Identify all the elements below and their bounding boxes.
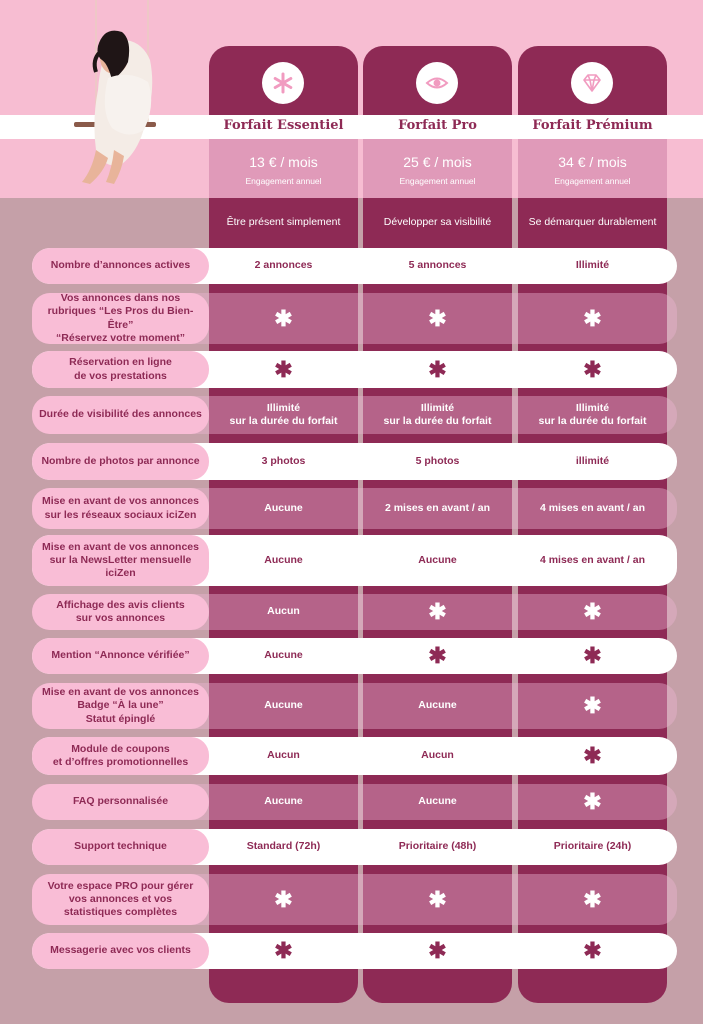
plan-price: 13 € / mois xyxy=(249,154,318,170)
feature-value: Aucune xyxy=(418,699,457,712)
feature-label: Mention “Annonce vérifiée” xyxy=(32,638,209,674)
feature-value: 5 photos xyxy=(415,454,460,467)
asterisk-icon xyxy=(518,737,667,775)
feature-value: Illimité sur la durée du forfait xyxy=(383,401,492,427)
included-value: ✱ xyxy=(583,743,602,768)
feature-label: Durée de visibilité des annonces xyxy=(32,396,209,434)
feature-value: Prioritaire (24h) xyxy=(553,840,632,853)
plan-price: 34 € / mois xyxy=(558,154,627,170)
feature-value: Illimité xyxy=(575,259,610,272)
plan-tagline: Se démarquer durablement xyxy=(528,216,657,228)
asterisk-icon xyxy=(363,933,512,969)
plan-engagement: Engagement annuel xyxy=(245,176,322,186)
feature-value: Prioritaire (48h) xyxy=(398,840,477,853)
asterisk-icon xyxy=(363,594,512,630)
feature-value: 5 annonces xyxy=(408,259,467,272)
feature-label: Mise en avant de vos annonces sur la NewsLetter mensuelle iciZen xyxy=(32,535,209,586)
included-value: ✱ xyxy=(583,886,602,912)
included-value: ✱ xyxy=(583,599,602,624)
diamond-icon xyxy=(571,62,613,104)
plan-tagline: Développer sa visibilité xyxy=(383,216,492,228)
feature-value: Aucune xyxy=(264,795,303,808)
plan-name: Forfait Pro xyxy=(398,118,477,133)
asterisk-icon xyxy=(518,874,667,925)
feature-value: 2 annonces xyxy=(254,259,313,272)
asterisk-icon xyxy=(518,351,667,388)
feature-value: illimité xyxy=(575,454,610,467)
feature-value: Aucun xyxy=(267,605,300,618)
plan-name: Forfait Essentiel xyxy=(223,118,344,133)
included-value: ✱ xyxy=(583,938,602,963)
asterisk-icon xyxy=(518,784,667,820)
feature-label: Nombre de photos par annonce xyxy=(32,443,209,480)
asterisk-icon xyxy=(363,351,512,388)
asterisk-icon xyxy=(209,933,358,969)
asterisk-icon xyxy=(518,293,667,344)
included-value: ✱ xyxy=(428,938,447,963)
plan-price: 25 € / mois xyxy=(403,154,472,170)
feature-label: FAQ personnalisée xyxy=(32,784,209,820)
feature-value: Standard (72h) xyxy=(246,840,321,853)
included-value: ✱ xyxy=(274,938,293,963)
feature-label: Votre espace PRO pour gérer vos annonces et vos statistiques complètes xyxy=(32,874,209,925)
feature-value: 4 mises en avant / an xyxy=(539,501,646,514)
feature-value: 4 mises en avant / an xyxy=(539,553,646,566)
asterisk-icon xyxy=(209,874,358,925)
feature-value: Aucune xyxy=(264,501,303,514)
feature-label: Affichage des avis clients sur vos annonces xyxy=(32,594,209,630)
feature-label: Messagerie avec vos clients xyxy=(32,933,209,969)
feature-label: Réservation en ligne de vos prestations xyxy=(32,351,209,388)
included-value: ✱ xyxy=(583,643,602,668)
feature-value: Aucune xyxy=(418,795,457,808)
included-value: ✱ xyxy=(583,305,602,331)
feature-value: Illimité sur la durée du forfait xyxy=(538,401,647,427)
included-value: ✱ xyxy=(274,356,293,382)
feature-value: 2 mises en avant / an xyxy=(384,501,491,514)
included-value: ✱ xyxy=(583,789,602,814)
asterisk-icon xyxy=(518,594,667,630)
feature-label: Vos annonces dans nos rubriques “Les Pros du Bien-Être” “Réservez votre moment” xyxy=(32,293,209,344)
asterisk-icon xyxy=(518,638,667,674)
feature-label: Module de coupons et d’offres promotionnelles xyxy=(32,737,209,775)
asterisk-icon xyxy=(262,62,304,104)
included-value: ✱ xyxy=(428,305,447,331)
feature-label: Support technique xyxy=(32,829,209,865)
included-value: ✱ xyxy=(274,886,293,912)
plan-engagement: Engagement annuel xyxy=(399,176,476,186)
asterisk-icon xyxy=(209,351,358,388)
feature-value: Aucune xyxy=(264,553,303,566)
feature-value: Aucun xyxy=(267,749,300,762)
asterisk-icon xyxy=(209,293,358,344)
feature-value: Aucun xyxy=(421,749,454,762)
asterisk-icon xyxy=(363,293,512,344)
feature-label: Nombre d’annonces actives xyxy=(32,248,209,284)
included-value: ✱ xyxy=(428,599,447,624)
included-value: ✱ xyxy=(274,305,293,331)
feature-value: 3 photos xyxy=(261,454,306,467)
feature-value: Aucune xyxy=(418,553,457,566)
asterisk-icon xyxy=(518,933,667,969)
asterisk-icon xyxy=(363,638,512,674)
feature-value: Illimité sur la durée du forfait xyxy=(229,401,338,427)
included-value: ✱ xyxy=(428,643,447,668)
eye-icon xyxy=(416,62,458,104)
feature-label: Mise en avant de vos annonces sur les réseaux sociaux iciZen xyxy=(32,488,209,529)
feature-value: Aucune xyxy=(264,649,303,662)
asterisk-icon xyxy=(518,683,667,729)
included-value: ✱ xyxy=(428,356,447,382)
included-value: ✱ xyxy=(583,693,602,718)
plan-engagement: Engagement annuel xyxy=(554,176,631,186)
included-value: ✱ xyxy=(428,886,447,912)
feature-label: Mise en avant de vos annonces Badge “À la une” Statut épinglé xyxy=(32,683,209,729)
asterisk-icon xyxy=(363,874,512,925)
woman-on-swing-illustration xyxy=(52,0,162,192)
plan-name: Forfait Prémium xyxy=(532,118,653,133)
included-value: ✱ xyxy=(583,356,602,382)
plan-tagline: Être présent simplement xyxy=(226,216,341,228)
feature-value: Aucune xyxy=(264,699,303,712)
